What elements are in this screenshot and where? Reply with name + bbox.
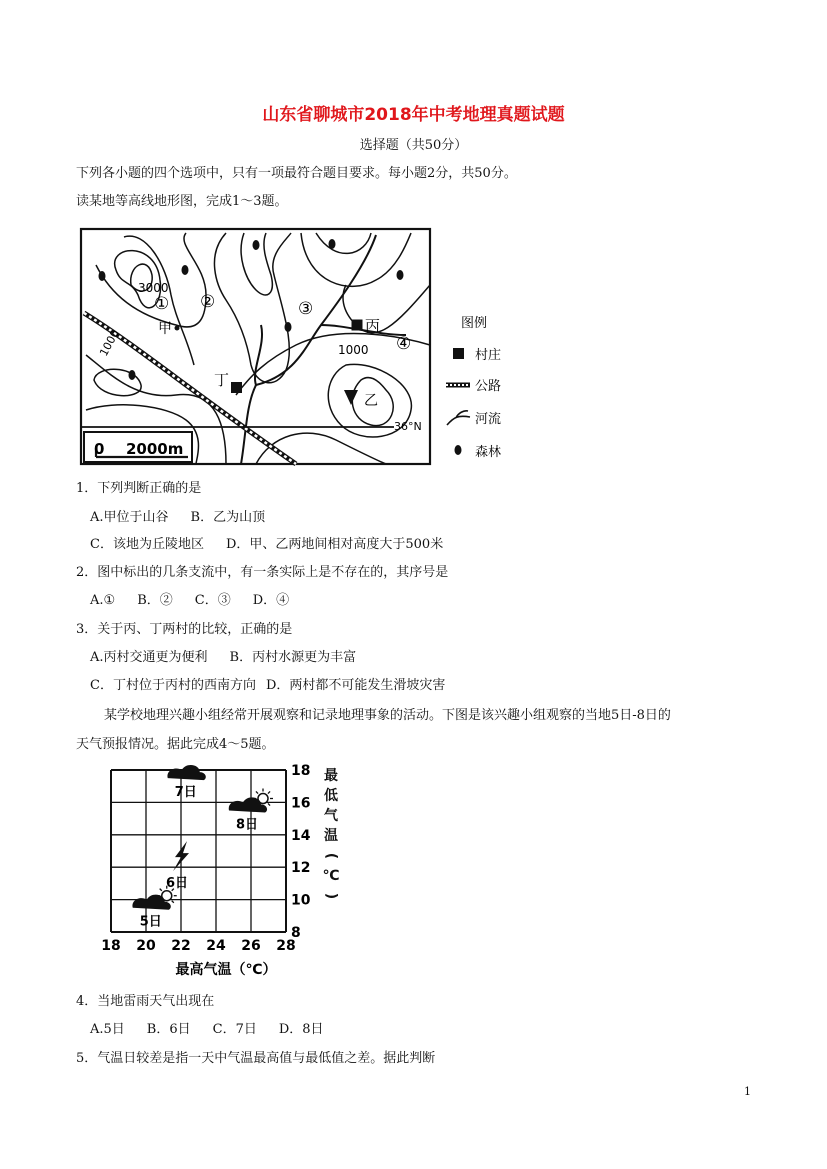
place-jia: 甲 (158, 321, 172, 337)
point-label: 5日 (139, 914, 162, 930)
forest-icon (329, 239, 336, 249)
x-axis-label: 最高气温（℃） (175, 962, 277, 978)
x-tick-label: 20 (136, 938, 156, 954)
contour-map (76, 225, 516, 469)
y-tick-label: 12 (291, 860, 311, 877)
legend-title: 图例 (461, 316, 488, 331)
x-tick-label: 18 (101, 938, 121, 954)
place-bing: 丙 (365, 317, 381, 335)
village-icon (352, 320, 362, 330)
q4-option-a: A.5日 (90, 1022, 125, 1037)
page-number: 1 (744, 1085, 751, 1098)
weather-chart (96, 762, 356, 984)
x-tick-label: 26 (241, 938, 261, 954)
x-tick-label: 28 (276, 938, 296, 954)
weather-point-lightning (166, 841, 189, 891)
legend-road: 公路 (475, 379, 502, 394)
q1-option-c: C．该地为丘陵地区 (90, 537, 204, 552)
marker-2: ② (200, 292, 216, 312)
q2-option-a: A.① (90, 593, 116, 608)
q4-option-b: B．6日 (146, 1022, 191, 1037)
intro-map: 读某地等高线地形图，完成1～3题。 (76, 194, 288, 209)
q4-stem: 4．当地雷雨天气出现在 (76, 994, 215, 1009)
legend-village-icon (453, 348, 464, 359)
y-tick-label: 16 (291, 795, 311, 812)
q2-stem: 2．图中标出的几条支流中，有一条实际上是不存在的，其序号是 (76, 565, 449, 580)
cloud-icon (167, 765, 205, 780)
forest-icon (99, 271, 106, 281)
forest-icon (129, 370, 136, 380)
legend-forest: 森林 (475, 445, 502, 460)
latitude-label: 36°N (394, 420, 422, 433)
forest-icon (285, 322, 292, 332)
intro-weather-1: 某学校地理兴趣小组经常开展观察和记录地理事象的活动。下图是该兴趣小组观察的当地5日-8日的 (104, 708, 671, 723)
place-ding: 丁 (214, 371, 230, 389)
q1-stem: 1．下列判断正确的是 (76, 481, 202, 496)
legend-village: 村庄 (475, 348, 502, 363)
q2-option-b: B．② (137, 593, 173, 608)
q4-option-d: D．8日 (278, 1022, 324, 1037)
forest-icon (182, 265, 189, 275)
place-yi: 乙 (364, 393, 378, 409)
forest-icon (397, 270, 404, 280)
point-label: 8日 (235, 817, 259, 833)
q5-stem: 5．气温日较差是指一天中气温最高值与最低值之差。据此判断 (76, 1051, 436, 1066)
y-tick-label: 8 (291, 925, 301, 941)
y-tick-label: 14 (291, 827, 311, 844)
weather-point-cloud-sun (132, 886, 176, 930)
legend-river: 河流 (475, 412, 502, 427)
intro-weather-2: 天气预报情况。据此完成4～5题。 (76, 737, 275, 752)
q1-option-d: D．甲、乙两地间相对高度大于500米 (225, 537, 444, 552)
contour-1000-label-rotated: 1000 (97, 327, 122, 359)
marker-4: ④ (396, 334, 412, 354)
scale-zero: 0 (94, 440, 105, 458)
q2-option-c: C．③ (194, 593, 231, 608)
forest-icon (253, 240, 260, 250)
q3-option-a: A.丙村交通更为便利 (90, 650, 208, 665)
q4-option-c: C．7日 (212, 1022, 257, 1037)
y-tick-label: 18 (291, 763, 311, 779)
q1-option-a: A.甲位于山谷 (90, 510, 169, 525)
contour-1000-label: 1000 (338, 343, 369, 357)
legend-river-icon (447, 411, 470, 425)
instructions: 下列各小题的四个选项中，只有一项最符合题目要求。每小题2分，共50分。 (76, 166, 517, 181)
point-label: 7日 (174, 785, 197, 801)
contour-3000-label: 3000 (138, 281, 169, 295)
q3-option-c: C．丁村位于丙村的西南方向 (90, 678, 256, 693)
page-title: 山东省聊城市2018年中考地理真题试题 (262, 105, 565, 125)
q2-option-d: D．④ (252, 593, 290, 608)
village-icon (231, 382, 242, 393)
marker-1: ① (154, 294, 170, 314)
x-tick-label: 24 (206, 938, 226, 954)
y-tick-label: 10 (291, 892, 311, 909)
q3-option-d: D．两村都不可能发生滑坡灾害 (265, 678, 446, 693)
point-label: 6日 (165, 876, 189, 892)
q3-stem: 3．关于丙、丁两村的比较，正确的是 (76, 622, 293, 637)
section-heading: 选择题（共50分） (359, 138, 468, 153)
q3-option-b: B．丙村水源更为丰富 (229, 650, 357, 665)
x-tick-label: 22 (171, 938, 191, 954)
q1-option-b: B．乙为山顶 (190, 510, 266, 525)
legend-forest-icon (455, 445, 462, 455)
scale-distance: 2000m (126, 440, 184, 458)
y-axis-label: 最 低 气 温 ( ℃ ) (322, 768, 340, 900)
marker-3: ③ (298, 299, 314, 319)
